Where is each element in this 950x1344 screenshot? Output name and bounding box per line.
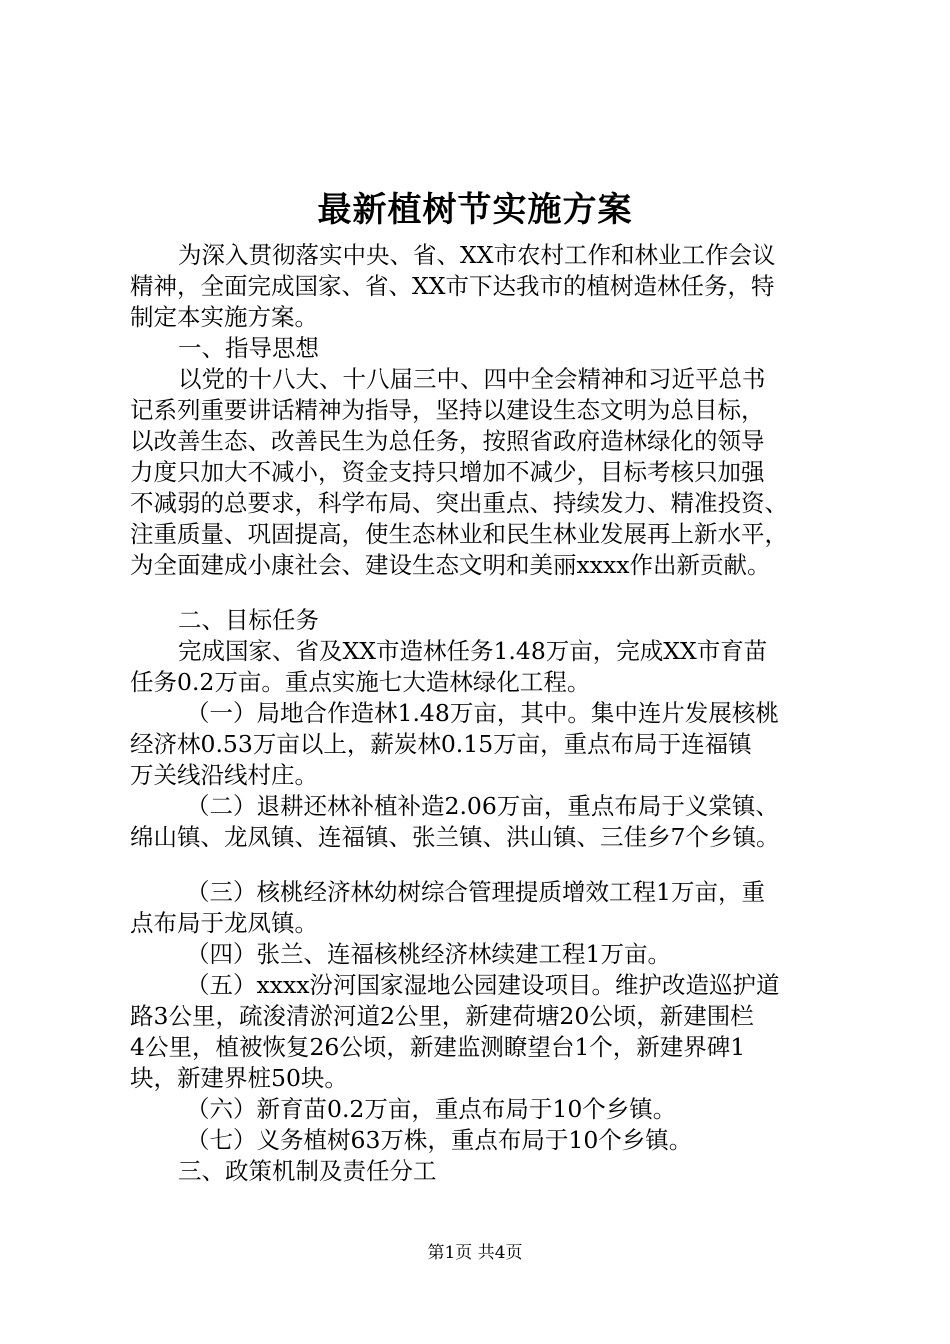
section-heading: 一、指导思想 (178, 334, 319, 362)
body-line: 点布局于龙凤镇。 (130, 909, 318, 937)
body-line: 力度只加大不减小，资金支持只增加不减少，目标考核只加强 (130, 458, 765, 486)
body-line: 以党的十八大、十八届三中、四中全会精神和习近平总书 (178, 365, 766, 393)
section-heading: 三、政策机制及责任分工 (178, 1157, 437, 1185)
body-line: 注重质量、巩固提高，使生态林业和民生林业发展再上新水平， (130, 520, 788, 548)
body-line: 完成国家、省及XX市造林任务1.48万亩，完成XX市育苗 (178, 637, 768, 665)
body-line: 经济林0.53万亩以上，薪炭林0.15万亩，重点布局于连福镇 (130, 730, 752, 758)
body-line: 为深入贯彻落实中央、省、XX市农村工作和林业工作会议 (178, 241, 776, 269)
body-line: 为全面建成小康社会、建设生态文明和美丽xxxx作出新贡献。 (130, 551, 771, 579)
body-line: （二）退耕还林补植补造2.06万亩，重点布局于义棠镇、 (186, 792, 779, 820)
body-line: （四）张兰、连福核桃经济林续建工程1万亩。 (186, 940, 671, 968)
body-line: 任务0.2万亩。重点实施七大造林绿化工程。 (130, 668, 591, 696)
body-line: 4公里，植被恢复26公顷，新建监测瞭望台1个，新建界碑1 (130, 1033, 746, 1061)
body-line: 块，新建界桩50块。 (130, 1064, 348, 1092)
body-line: 绵山镇、龙凤镇、连福镇、张兰镇、洪山镇、三佳乡7个乡镇。 (130, 823, 780, 851)
body-line: （五）xxxx汾河国家湿地公园建设项目。维护改造巡护道 (186, 971, 780, 999)
body-line: （七）义务植树63万株，重点布局于10个乡镇。 (186, 1126, 693, 1154)
document-title: 最新植树节实施方案 (317, 190, 633, 230)
body-line: 路3公里，疏浚清淤河道2公里，新建荷塘20公顷，新建围栏 (130, 1002, 754, 1030)
body-line: 以改善生态、改善民生为总任务，按照省政府造林绿化的领导 (130, 427, 765, 455)
body-line: （一）局地合作造林1.48万亩，其中。集中连片发展核桃 (186, 699, 779, 727)
body-line: 不减弱的总要求，科学布局、突出重点、持续发力、精准投资、 (130, 489, 788, 517)
body-line: 记系列重要讲话精神为指导，坚持以建设生态文明为总目标， (130, 396, 765, 424)
body-line: （六）新育苗0.2万亩，重点布局于10个乡镇。 (186, 1095, 677, 1123)
body-line: （三）核桃经济林幼树综合管理提质增效工程1万亩，重 (186, 878, 765, 906)
body-line: 精神，全面完成国家、省、XX市下达我市的植树造林任务，特 (130, 272, 775, 300)
page-number-footer: 第1页 共4页 (427, 1243, 523, 1263)
section-heading: 二、目标任务 (178, 606, 319, 634)
body-line: 制定本实施方案。 (130, 303, 318, 331)
body-line: 万关线沿线村庄。 (130, 761, 318, 789)
